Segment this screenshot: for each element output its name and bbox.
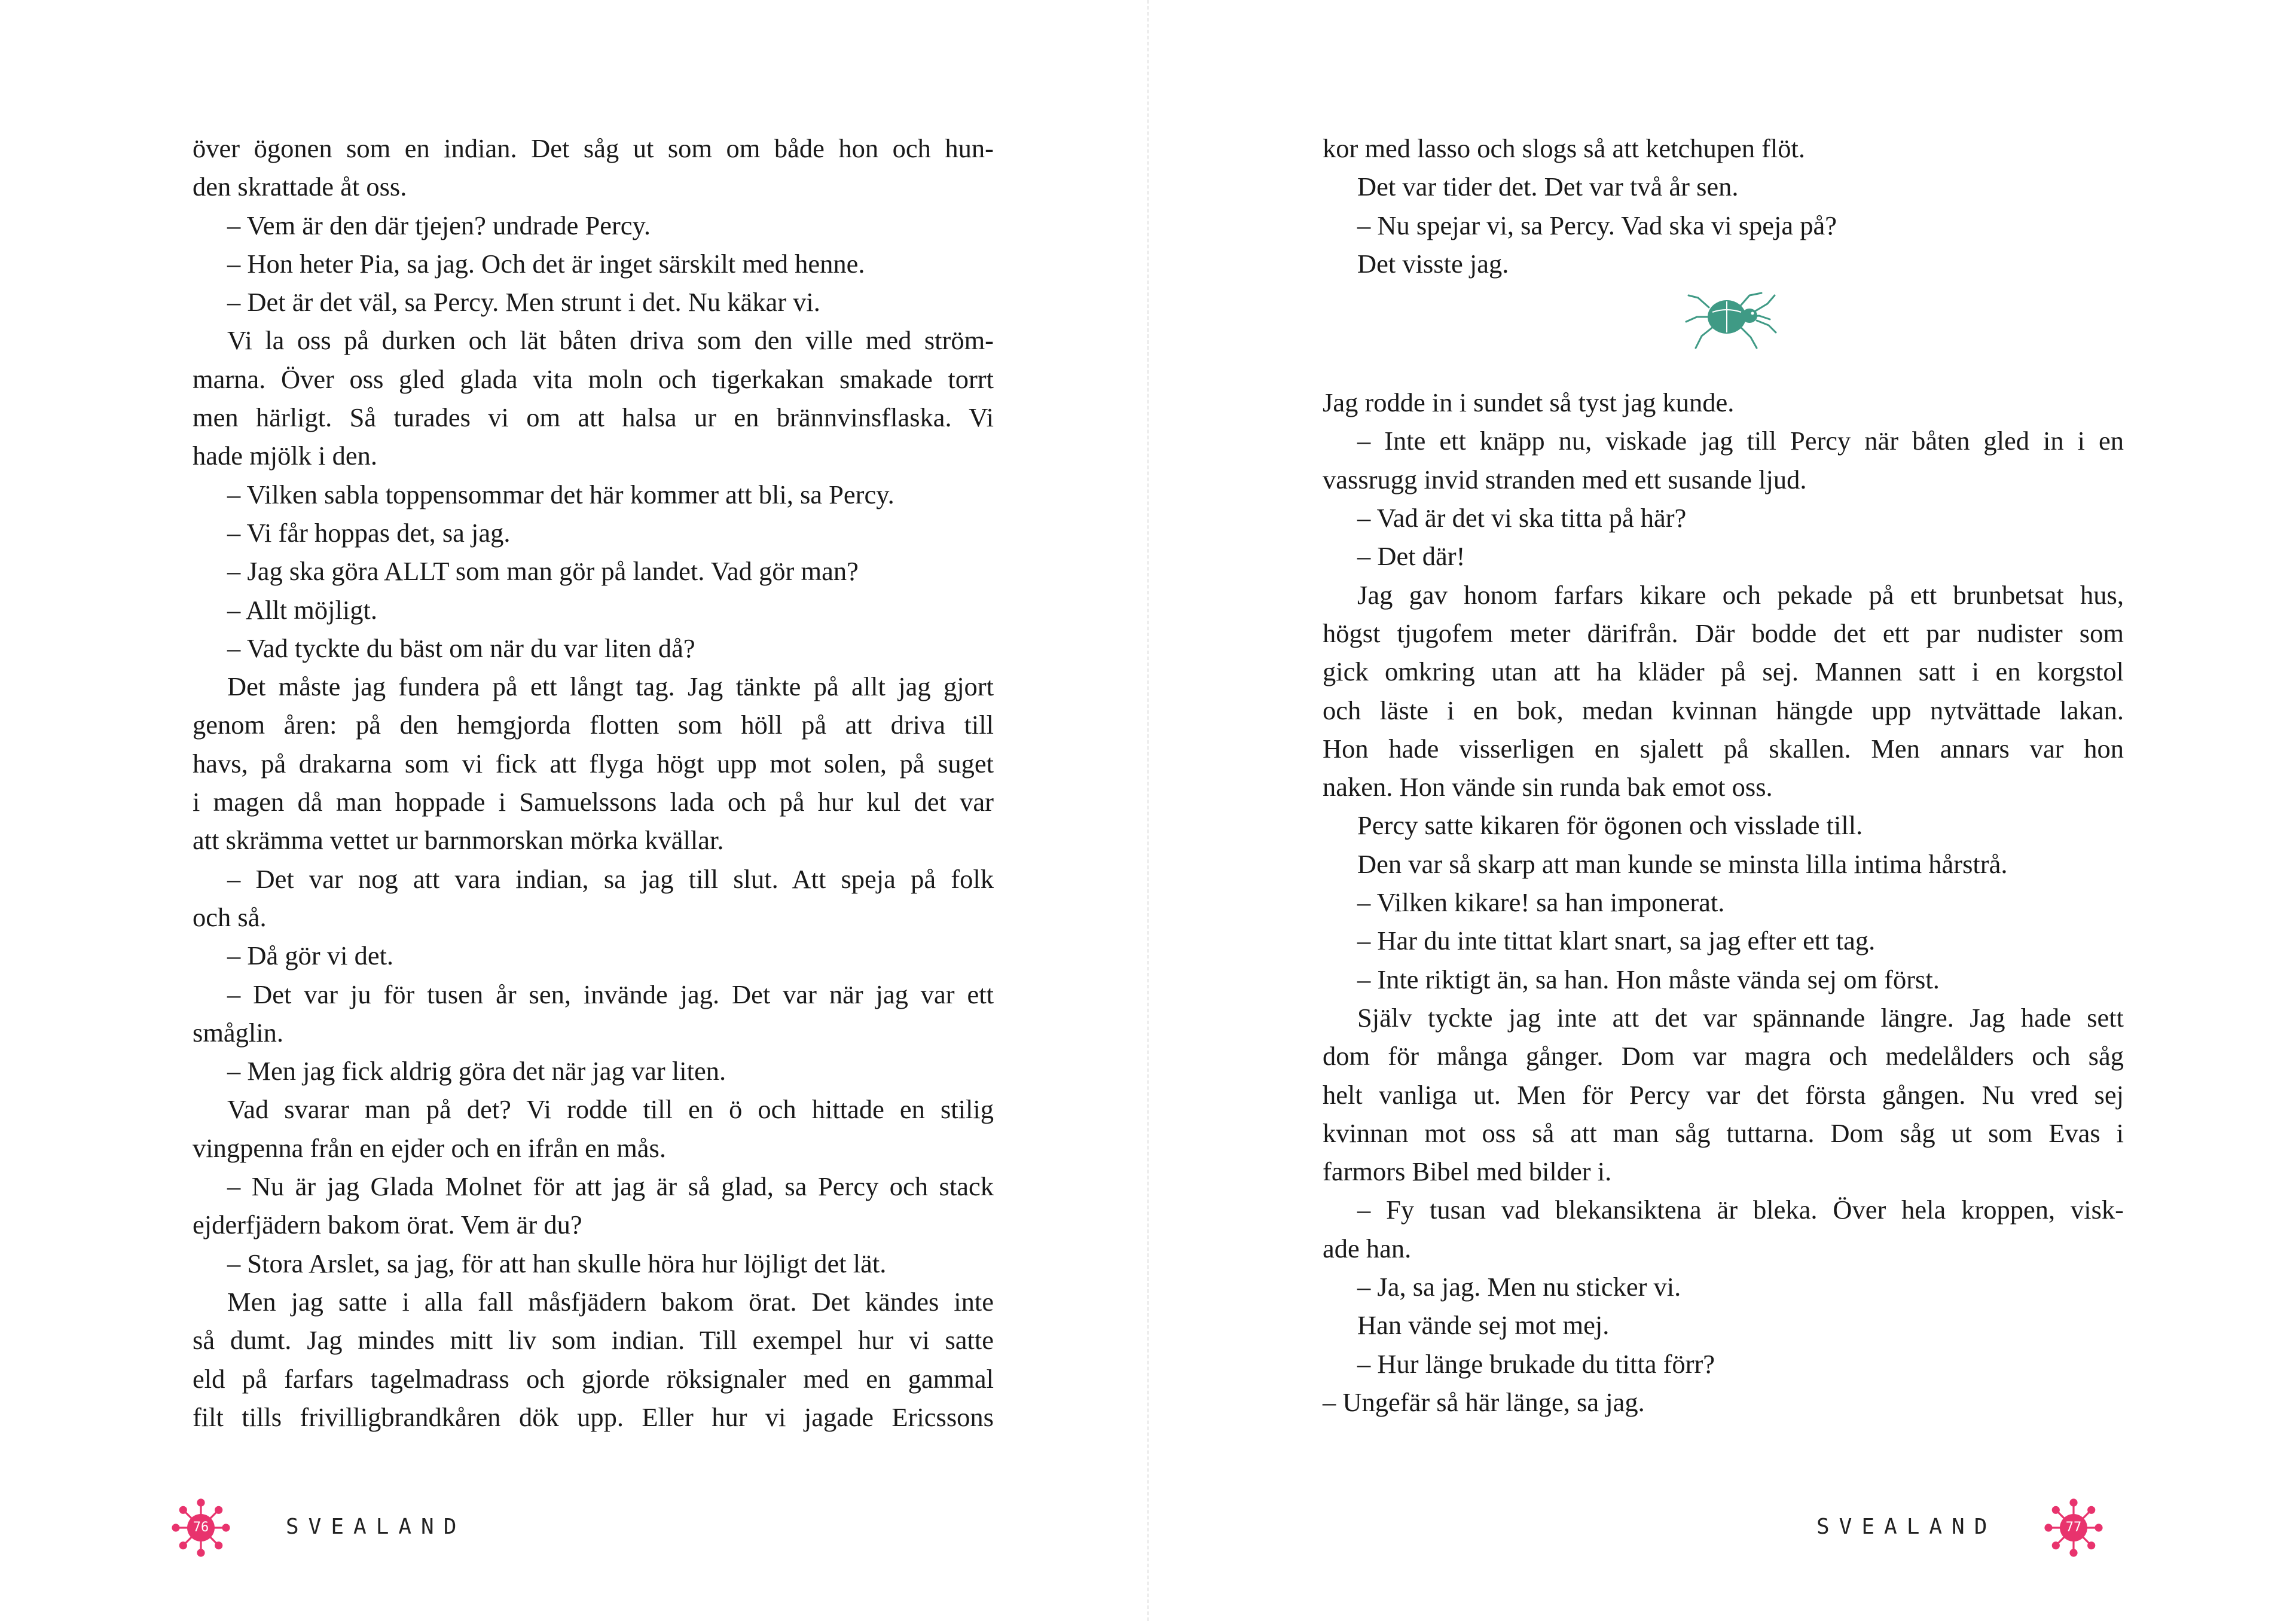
text-line: Han vände sej mot mej.: [1357, 1310, 1610, 1341]
page-number-badge: [2044, 1498, 2103, 1558]
text-line: Det måste jag fundera på ett långt tag. Jag tänkte på allt jag gjort: [227, 671, 994, 702]
running-head: SVEALAND: [286, 1515, 466, 1539]
text-line: naken. Hon vände sin runda bak emot oss.: [1323, 772, 1773, 802]
text-line: så dumt. Jag mindes mitt liv som indian. Till exempel hur vi satte: [193, 1325, 994, 1356]
page-number: 77: [2065, 1520, 2082, 1535]
text-line: – Hon heter Pia, sa jag. Och det är inget särskilt med henne.: [227, 248, 865, 279]
text-line: – Hur länge brukade du titta förr?: [1357, 1348, 1715, 1379]
text-line: vingpenna från en ejder och en ifrån en mås.: [193, 1132, 667, 1163]
text-line: – Det var nog att vara indian, sa jag till slut. Att speja på folk: [227, 863, 994, 894]
left-page-text: [193, 129, 994, 1436]
text-line: Det var tider det. Det var två år sen.: [1357, 172, 1739, 202]
text-line: att skrämma vettet ur barnmorskan mörka kvällar.: [193, 825, 724, 856]
text-line: – Jag ska göra ALLT som man gör på landet. Vad gör man?: [227, 556, 859, 587]
text-line: Jag rodde in i sundet så tyst jag kunde.: [1323, 387, 1735, 418]
text-line: Den var så skarp att man kunde se minsta lilla intima hårstrå.: [1357, 848, 2008, 879]
text-line: kor med lasso och slogs så att ketchupen flöt.: [1323, 133, 1806, 163]
text-line: den skrattade åt oss.: [193, 172, 407, 202]
text-line: – Vad är det vi ska titta på här?: [1357, 503, 1687, 533]
text-line: över ögonen som en indian. Det såg ut som om både hon och hun-: [193, 133, 994, 163]
text-line: i magen då man hoppade i Samuelssons lada och på hur kul det var: [193, 787, 994, 817]
text-line: Percy satte kikaren för ögonen och visslade till.: [1357, 810, 1863, 841]
text-line: ejderfjädern bakom örat. Vem är du?: [193, 1210, 582, 1240]
text-line: helt vanliga ut. Men för Percy var det första gången. Nu vred sej: [1323, 1079, 2124, 1110]
text-line: marna. Över oss gled glada vita moln och tigerkakan smakade torrt: [193, 364, 994, 394]
text-line: – Inte ett knäpp nu, viskade jag till Percy när båten gled in i en: [1357, 426, 2124, 456]
text-line: och läste i en bok, medan kvinnan hängde upp nytvättade lakan.: [1323, 695, 2124, 725]
text-line: Hon hade visserligen en sjalett på skallen. Men annars var hon: [1323, 733, 2124, 764]
text-line: – Nu spejar vi, sa Percy. Vad ska vi speja på?: [1357, 210, 1837, 240]
text-line: – Nu är jag Glada Molnet för att jag är så glad, sa Percy och stack: [227, 1171, 994, 1202]
text-line: – Det var ju för tusen år sen, invände jag. Det var när jag var ett: [227, 979, 994, 1009]
text-line: genom åren: på den hemgjorda flotten som höll på att driva till: [193, 710, 994, 740]
text-line: högst tjugofem meter därifrån. Där bodde det ett par nudister som: [1323, 618, 2124, 648]
text-line: Jag gav honom farfars kikare och pekade på ett brunbetsat hus,: [1357, 579, 2124, 610]
text-line: – Det där!: [1357, 541, 1465, 572]
beetle-ornament-icon: [1674, 277, 1782, 355]
text-line: – Har du inte tittat klart snart, sa jag efter ett tag.: [1357, 926, 1876, 956]
text-line: vassrugg invid stranden med ett susande ljud.: [1323, 464, 1807, 494]
text-line: kvinnan mot oss så att man såg tuttarna. Dom såg ut som Evas i: [1323, 1118, 2124, 1148]
text-line: gick omkring utan att ha kläder på sej. Mannen satt i en korgstol: [1323, 657, 2124, 687]
text-line: – Vad tyckte du bäst om när du var liten då?: [227, 633, 695, 663]
text-line: farmors Bibel med bilder i.: [1323, 1156, 1612, 1187]
text-line: ade han.: [1323, 1233, 1412, 1263]
text-line: – Allt möjligt.: [227, 594, 377, 625]
text-line: – Då gör vi det.: [227, 941, 394, 971]
right-page: [1148, 0, 2296, 1621]
running-head: SVEALAND: [1816, 1515, 1997, 1539]
text-line: Vad svarar man på det? Vi rodde till en ö och hittade en stilig: [227, 1094, 994, 1125]
text-line: havs, på drakarna som vi fick att flyga högt upp mot solen, på suget: [193, 748, 994, 779]
text-line: – Ungefär så här länge, sa jag.: [1323, 1387, 1645, 1417]
text-line: eld på farfars tagelmadrass och gjorde röksignaler med en gammal: [193, 1363, 994, 1394]
text-line: – Det är det väl, sa Percy. Men strunt i det. Nu käkar vi.: [227, 287, 820, 318]
text-line: Vi la oss på durken och lät båten driva som den ville med ström-: [227, 325, 994, 356]
text-line: men härligt. Så turades vi om att halsa ur en brännvinsflaska. Vi: [193, 402, 994, 433]
page-number: 76: [193, 1520, 209, 1535]
text-line: Själv tyckte jag inte att det var spännande längre. Jag hade sett: [1357, 1002, 2124, 1033]
page-number-badge: [171, 1498, 231, 1558]
text-line: – Ja, sa jag. Men nu sticker vi.: [1357, 1272, 1681, 1302]
text-line: småglin.: [193, 1017, 284, 1048]
text-line: dom för många gånger. Dom var magra och medelålders och såg: [1323, 1041, 2124, 1071]
text-line: Men jag satte i alla fall måsfjädern bakom örat. Det kändes inte: [227, 1286, 994, 1317]
text-line: Det visste jag.: [1357, 248, 1509, 279]
text-line: – Vem är den där tjejen? undrade Percy.: [227, 210, 651, 240]
text-line: – Vi får hoppas det, sa jag.: [227, 517, 511, 548]
text-line: – Vilken sabla toppensommar det här kommer att bli, sa Percy.: [227, 479, 894, 509]
text-line: – Fy tusan vad blekansiktena är bleka. Över hela kroppen, visk-: [1357, 1195, 2124, 1225]
text-line: – Inte riktigt än, sa han. Hon måste vända sej om först.: [1357, 964, 1940, 994]
text-line: filt tills frivilligbrandkåren dök upp. Eller hur vi jagade Ericssons: [193, 1402, 994, 1432]
text-line: – Vilken kikare! sa han imponerat.: [1357, 887, 1725, 918]
text-line: – Men jag fick aldrig göra det när jag var liten.: [227, 1056, 726, 1086]
text-line: och så.: [193, 902, 267, 932]
text-line: – Stora Arslet, sa jag, för att han skulle höra hur löjligt det lät.: [227, 1248, 887, 1278]
text-line: hade mjölk i den.: [193, 441, 377, 471]
